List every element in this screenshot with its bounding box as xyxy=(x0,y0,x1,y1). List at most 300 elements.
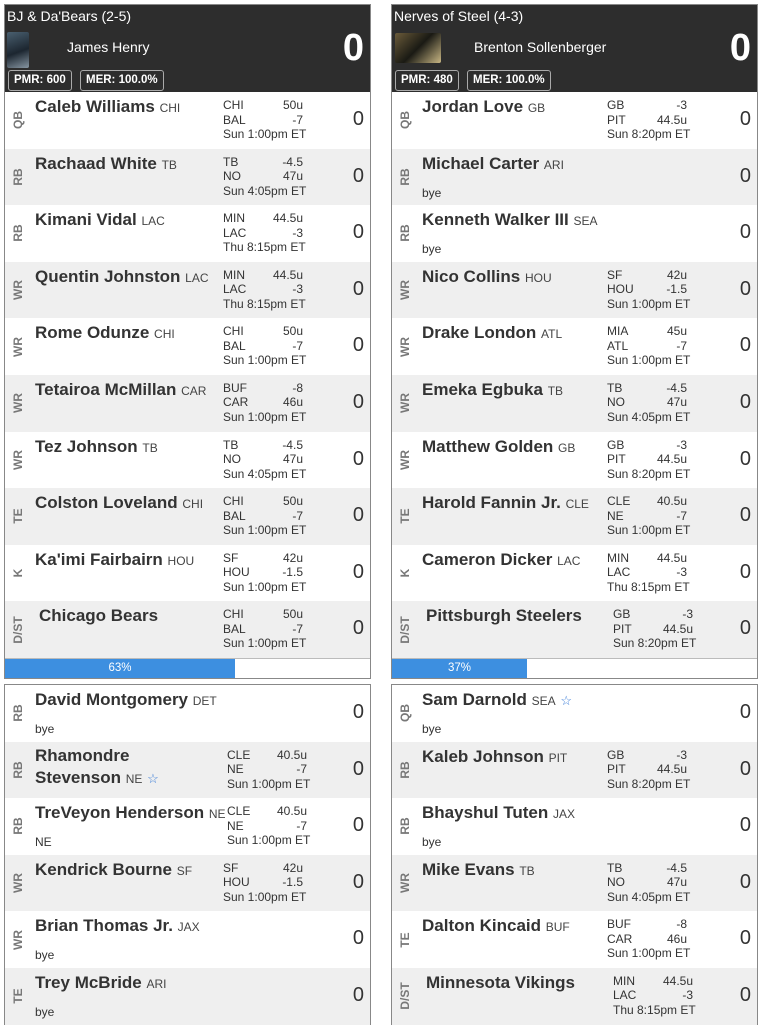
matchup-info xyxy=(223,551,306,595)
matchup-line-value: 44.5u xyxy=(662,973,693,988)
matchup-team: MIA xyxy=(607,324,629,339)
player-points: 0 xyxy=(352,334,364,357)
player-row[interactable] xyxy=(392,742,757,799)
matchup-team: MIN xyxy=(223,211,245,226)
player-name[interactable] xyxy=(426,606,582,626)
position-text: K xyxy=(11,568,25,578)
progress-bar xyxy=(5,658,370,678)
player-team: TB xyxy=(519,863,535,878)
matchup-info xyxy=(223,438,306,482)
game-time: Sun 4:05pm ET xyxy=(223,466,307,481)
player-row[interactable] xyxy=(392,855,757,912)
player-row[interactable] xyxy=(5,375,370,432)
position-text: WR xyxy=(398,393,412,414)
matchup-line-value: 44.5u xyxy=(656,762,687,777)
matchup-line-value: -8 xyxy=(676,917,687,932)
matchup-line xyxy=(607,438,687,453)
position-text: WR xyxy=(398,336,412,357)
player-name[interactable] xyxy=(35,916,200,936)
player-name-text[interactable]: Michael Carter xyxy=(422,153,540,173)
position-label xyxy=(394,968,416,1025)
matchup-team: ATL xyxy=(607,338,629,353)
matchup-line-value: -4.5 xyxy=(282,154,303,169)
game-time: Sun 1:00pm ET xyxy=(227,776,311,791)
matchup-line xyxy=(607,324,687,339)
player-points: 0 xyxy=(352,870,364,893)
player-name-text[interactable]: Caleb Williams xyxy=(35,97,155,116)
player-points: 0 xyxy=(739,617,751,640)
bye-label: bye xyxy=(422,242,442,257)
player-name-text[interactable]: Jordan Love xyxy=(422,97,524,116)
game-time: Sun 8:20pm ET xyxy=(607,127,691,141)
player-name-text[interactable]: Trey McBride xyxy=(35,972,142,992)
player-points: 0 xyxy=(352,617,364,640)
position-text: D/ST xyxy=(398,982,412,1010)
player-points: 0 xyxy=(352,983,364,1006)
position-label xyxy=(394,742,416,799)
matchup-line-value: 47u xyxy=(282,452,303,467)
player-name-text[interactable]: Tetairoa McMillan xyxy=(35,379,177,399)
matchup-team: MIN xyxy=(223,267,245,282)
position-label xyxy=(394,205,416,262)
player-name-text[interactable]: Kimani Vidal xyxy=(35,210,137,230)
matchup-team: PIT xyxy=(613,621,632,636)
position-text: WR xyxy=(11,449,25,470)
matchup-info xyxy=(223,494,306,538)
matchup-team: HOU xyxy=(607,282,634,297)
matchup-line-value: -4.5 xyxy=(666,380,687,395)
player-name-text[interactable]: Rome Odunze xyxy=(35,323,150,343)
player-name[interactable] xyxy=(422,690,572,710)
player-name-text[interactable]: Tez Johnson xyxy=(35,436,138,456)
player-row[interactable] xyxy=(392,432,757,489)
position-text: D/ST xyxy=(398,615,412,644)
matchup-info xyxy=(607,324,690,368)
player-row[interactable] xyxy=(5,205,370,262)
matchup-line xyxy=(223,452,303,467)
player-row[interactable] xyxy=(392,92,757,149)
player-name[interactable] xyxy=(35,493,203,513)
player-name-text[interactable]: Rachaad White xyxy=(35,153,157,173)
matchup-line xyxy=(607,861,687,876)
player-name-text[interactable]: Bhayshul Tuten xyxy=(422,803,549,823)
player-team: CHI xyxy=(159,101,181,115)
matchup-line-value: -3 xyxy=(676,747,687,762)
position-label xyxy=(7,968,29,1025)
matchup-line-value: 46u xyxy=(282,395,303,410)
progress-bar xyxy=(392,658,757,678)
player-name-text[interactable]: Quentin Johnston xyxy=(35,266,181,286)
player-name-text[interactable]: Mike Evans xyxy=(422,859,515,879)
matchup-team: LAC xyxy=(223,282,247,297)
player-points: 0 xyxy=(739,108,751,130)
position-label xyxy=(7,432,29,489)
position-label xyxy=(7,375,29,432)
matchup-line xyxy=(227,748,307,763)
player-points: 0 xyxy=(352,277,364,300)
position-label xyxy=(394,92,416,149)
position-label xyxy=(7,742,29,799)
matchup-info xyxy=(223,861,306,905)
player-row[interactable] xyxy=(5,432,370,489)
player-row[interactable] xyxy=(392,149,757,206)
left-starters-list xyxy=(5,92,370,658)
player-name-text[interactable]: Kendrick Bourne xyxy=(35,859,172,879)
matchup-team: CHI xyxy=(223,494,244,509)
matchup-line xyxy=(607,565,687,580)
matchup-line xyxy=(607,113,687,128)
matchup-info xyxy=(223,98,306,142)
position-text: TE xyxy=(11,508,25,525)
game-time: Sun 1:00pm ET xyxy=(607,946,691,961)
player-name[interactable] xyxy=(422,747,567,767)
player-row[interactable] xyxy=(392,488,757,545)
player-name[interactable] xyxy=(422,860,535,880)
player-name[interactable] xyxy=(422,437,575,457)
matchup-line-value: 44.5u xyxy=(662,621,693,636)
position-text: WR xyxy=(11,873,25,894)
game-time: Sun 1:00pm ET xyxy=(227,833,311,848)
matchup-line xyxy=(227,762,307,777)
player-points: 0 xyxy=(739,757,751,780)
matchup-line xyxy=(607,932,687,947)
team-name[interactable]: Nerves of Steel (4-3) xyxy=(394,8,524,24)
matchup-team: BUF xyxy=(223,380,247,395)
team-name[interactable]: BJ & Da'Bears (2-5) xyxy=(7,8,132,24)
player-row[interactable] xyxy=(392,318,757,375)
matchup-line-value: -7 xyxy=(292,338,303,353)
player-name[interactable] xyxy=(35,745,220,790)
player-team: SEA xyxy=(573,214,598,229)
player-name[interactable] xyxy=(35,267,209,287)
game-time: Sun 1:00pm ET xyxy=(223,353,307,368)
matchup-line xyxy=(223,324,303,339)
owner-name: Brenton Sollenberger xyxy=(474,39,607,55)
matchup-info xyxy=(227,804,310,848)
matchup-team: PIT xyxy=(607,112,626,127)
matchup-team: NE xyxy=(607,508,624,523)
player-name[interactable] xyxy=(35,154,177,174)
position-label xyxy=(7,92,29,149)
matchup-info xyxy=(223,381,306,425)
player-team: GB xyxy=(527,101,546,115)
matchup-info xyxy=(607,861,690,905)
matchup-team: CLE xyxy=(227,747,251,762)
player-row[interactable] xyxy=(392,545,757,602)
player-name-text[interactable]: Rhamondre Stevenson xyxy=(35,745,130,787)
matchup-info xyxy=(607,748,690,792)
matchup-line xyxy=(223,226,303,241)
game-time: Sun 8:20pm ET xyxy=(613,636,697,651)
player-points: 0 xyxy=(352,221,364,244)
player-name[interactable] xyxy=(35,690,217,710)
position-text: RB xyxy=(11,817,25,836)
matchup-team: SF xyxy=(223,550,239,565)
player-name[interactable] xyxy=(422,380,563,400)
matchup-line xyxy=(607,381,687,396)
player-subtitle: NE xyxy=(35,835,52,850)
player-row[interactable] xyxy=(5,318,370,375)
matchup-info xyxy=(607,917,690,961)
matchup-line-value: 44.5u xyxy=(656,452,687,467)
matchup-info xyxy=(607,438,690,482)
player-team: TB xyxy=(161,157,177,172)
matchup-team: TB xyxy=(607,380,623,395)
player-name-text[interactable]: Harold Fannin Jr. xyxy=(422,493,561,513)
matchup-team: LAC xyxy=(607,565,631,580)
matchup-team: CHI xyxy=(223,98,244,112)
position-text: WR xyxy=(11,336,25,357)
pmr-badge: PMR: 600 xyxy=(8,70,72,91)
player-name-text[interactable]: TreVeyon Henderson xyxy=(35,803,205,823)
player-row[interactable] xyxy=(392,798,757,855)
game-time: Sun 1:00pm ET xyxy=(223,889,307,904)
matchup-line-value: -1.5 xyxy=(282,875,303,890)
matchup-team: NO xyxy=(607,875,625,890)
player-name-text[interactable]: David Montgomery xyxy=(35,690,189,709)
player-row[interactable] xyxy=(5,911,370,968)
matchup-team: LAC xyxy=(613,988,637,1003)
player-name-text[interactable]: Cameron Dicker xyxy=(422,549,553,569)
player-team: TB xyxy=(547,383,564,398)
game-time: Thu 8:15pm ET xyxy=(223,296,306,311)
player-row[interactable] xyxy=(392,262,757,319)
player-name-text[interactable]: Nico Collins xyxy=(422,266,521,286)
owner-name: James Henry xyxy=(67,39,150,55)
matchup-line xyxy=(223,509,303,524)
matchup-line-value: -1.5 xyxy=(666,282,687,297)
player-name-text[interactable]: Brian Thomas Jr. xyxy=(35,916,173,936)
player-points: 0 xyxy=(739,221,751,244)
player-points: 0 xyxy=(352,927,364,950)
matchup-line-value: -7 xyxy=(292,621,303,636)
player-points: 0 xyxy=(352,560,364,583)
player-team: CLE xyxy=(565,497,589,512)
matchup-team: CLE xyxy=(227,804,251,819)
position-text: RB xyxy=(398,224,412,243)
position-text: RB xyxy=(11,761,25,779)
player-name[interactable] xyxy=(422,323,562,343)
player-name[interactable] xyxy=(422,916,570,936)
player-row[interactable] xyxy=(392,685,757,742)
player-name[interactable] xyxy=(422,493,589,513)
position-text: RB xyxy=(398,817,412,836)
matchup-info xyxy=(223,211,306,255)
player-name[interactable] xyxy=(35,550,194,570)
position-label xyxy=(394,911,416,968)
matchup-line-value: -3 xyxy=(682,988,693,1003)
matchup-team: GB xyxy=(607,98,625,112)
player-name[interactable] xyxy=(422,267,552,287)
player-points: 0 xyxy=(739,277,751,300)
matchup-line xyxy=(227,819,307,834)
right-team-card xyxy=(391,4,758,679)
player-points: 0 xyxy=(739,504,751,527)
matchup-team: BAL xyxy=(223,338,246,353)
matchup-line xyxy=(607,395,687,410)
matchup-line xyxy=(223,282,303,297)
matchup-info xyxy=(607,551,690,595)
player-points: 0 xyxy=(352,701,364,723)
player-row[interactable] xyxy=(5,685,370,742)
player-row[interactable] xyxy=(392,375,757,432)
matchup-line-value: -3 xyxy=(292,282,303,297)
position-text: TE xyxy=(11,988,25,1004)
position-label xyxy=(394,488,416,545)
player-team: CAR xyxy=(181,383,207,398)
player-name-text[interactable]: Sam Darnold xyxy=(422,690,527,709)
player-row[interactable] xyxy=(5,742,370,799)
player-row[interactable] xyxy=(392,911,757,968)
player-name[interactable] xyxy=(35,860,192,880)
right-bench-card xyxy=(391,684,758,1025)
player-row[interactable] xyxy=(5,855,370,912)
pmr-badge: PMR: 480 xyxy=(395,70,459,91)
matchup-info xyxy=(223,268,306,312)
position-label xyxy=(394,601,416,658)
player-points: 0 xyxy=(739,447,751,470)
player-name[interactable] xyxy=(35,380,206,400)
player-points: 0 xyxy=(352,447,364,470)
matchup-line-value: -7 xyxy=(296,818,307,833)
player-name[interactable] xyxy=(35,323,175,343)
matchup-line-value: -4.5 xyxy=(282,437,303,452)
player-row[interactable] xyxy=(392,205,757,262)
player-name[interactable] xyxy=(422,550,580,570)
position-text: RB xyxy=(11,704,25,722)
matchup-team: CHI xyxy=(223,324,244,339)
position-text: TE xyxy=(398,508,412,525)
game-time: Thu 8:15pm ET xyxy=(613,1002,696,1017)
mer-badge: MER: 100.0% xyxy=(467,70,551,91)
player-team: ARI xyxy=(146,976,167,991)
matchup-line-value: 46u xyxy=(666,931,687,946)
player-points: 0 xyxy=(739,334,751,357)
matchup-line xyxy=(223,494,303,509)
matchup-line-value: -3 xyxy=(682,607,693,622)
matchup-info xyxy=(607,381,690,425)
star-icon[interactable]: ☆ xyxy=(147,770,159,786)
player-name-text[interactable]: Drake London xyxy=(422,323,537,343)
player-name[interactable] xyxy=(35,210,165,230)
position-text: WR xyxy=(398,280,412,301)
progress-fill: 37% xyxy=(392,659,527,678)
team-score: 0 xyxy=(342,27,364,69)
player-name[interactable] xyxy=(35,803,226,823)
player-row[interactable] xyxy=(392,968,757,1025)
player-row[interactable] xyxy=(392,601,757,658)
player-team: ATL xyxy=(541,327,563,342)
team-score: 0 xyxy=(729,27,751,69)
matchup-line xyxy=(607,762,687,777)
game-time: Thu 8:15pm ET xyxy=(607,579,690,594)
star-icon[interactable]: ☆ xyxy=(560,693,572,708)
player-row[interactable] xyxy=(5,968,370,1025)
player-name-text[interactable]: Colston Loveland xyxy=(35,493,178,513)
matchup-team: NE xyxy=(227,762,244,777)
matchup-line xyxy=(613,622,693,637)
player-name-text[interactable]: Matthew Golden xyxy=(422,436,554,456)
position-text: RB xyxy=(398,168,412,186)
player-points: 0 xyxy=(352,504,364,527)
player-points: 0 xyxy=(352,164,364,187)
bye-label: bye xyxy=(35,948,55,963)
matchup-line-value: 50u xyxy=(282,324,303,339)
player-name[interactable] xyxy=(39,606,158,626)
player-name-text[interactable]: Pittsburgh Steelers xyxy=(426,606,582,626)
position-label xyxy=(7,798,29,855)
player-team: SF xyxy=(176,863,193,878)
left-bench-card xyxy=(4,684,371,1025)
position-text: RB xyxy=(398,761,412,779)
player-name[interactable] xyxy=(422,97,545,117)
position-text: RB xyxy=(11,224,25,243)
player-name-text[interactable]: Kenneth Walker III xyxy=(422,210,569,230)
player-row[interactable] xyxy=(5,545,370,602)
matchup-line-value: -7 xyxy=(292,112,303,127)
matchup-team: MIN xyxy=(607,550,629,565)
player-row[interactable] xyxy=(5,92,370,149)
matchup-line xyxy=(223,339,303,354)
player-name-text[interactable]: Minnesota Vikings xyxy=(426,972,575,992)
matchup-line-value: 42u xyxy=(282,860,303,875)
player-team: HOU xyxy=(167,553,195,568)
matchup-line-value: 40.5u xyxy=(276,804,307,819)
matchup-line xyxy=(223,211,303,226)
player-name[interactable] xyxy=(35,97,180,117)
player-name[interactable] xyxy=(422,210,597,230)
matchup-line-value: -3 xyxy=(676,98,687,112)
matchup-line xyxy=(223,622,303,637)
player-name[interactable] xyxy=(35,973,167,993)
player-row[interactable] xyxy=(5,601,370,658)
matchup-line xyxy=(223,169,303,184)
position-label xyxy=(7,318,29,375)
position-text: QB xyxy=(398,704,412,723)
bye-label: bye xyxy=(422,835,442,850)
player-points: 0 xyxy=(352,814,364,837)
matchup-team: SF xyxy=(223,860,239,875)
matchup-line xyxy=(613,974,693,989)
player-row[interactable] xyxy=(5,149,370,206)
player-row[interactable] xyxy=(5,488,370,545)
player-name-text[interactable]: Kaleb Johnson xyxy=(422,746,544,766)
position-text: WR xyxy=(11,929,25,950)
player-name[interactable] xyxy=(35,437,158,457)
player-name-text[interactable]: Dalton Kincaid xyxy=(422,916,542,936)
player-name[interactable] xyxy=(422,154,564,174)
matchup-line-value: 50u xyxy=(282,494,303,509)
matchup-team: BAL xyxy=(223,621,246,636)
matchup-team: CAR xyxy=(223,395,249,410)
player-name-text[interactable]: Ka'imi Fairbairn xyxy=(35,549,163,569)
matchup-line-value: -3 xyxy=(676,437,687,452)
player-name-text[interactable]: Chicago Bears xyxy=(39,606,159,626)
player-name-text[interactable]: Emeka Egbuka xyxy=(422,379,543,399)
matchup-line-value: 45u xyxy=(666,324,687,339)
matchup-line-value: -8 xyxy=(292,380,303,395)
player-name[interactable] xyxy=(422,803,575,823)
player-team: NE xyxy=(208,807,226,822)
matchup-line xyxy=(223,565,303,580)
player-row[interactable] xyxy=(5,798,370,855)
matchup-team: BAL xyxy=(223,112,246,127)
matchup-line xyxy=(607,494,687,509)
player-name[interactable] xyxy=(426,973,575,993)
matchup-line xyxy=(613,988,693,1003)
matchup-line-value: -7 xyxy=(676,508,687,523)
player-row[interactable] xyxy=(5,262,370,319)
